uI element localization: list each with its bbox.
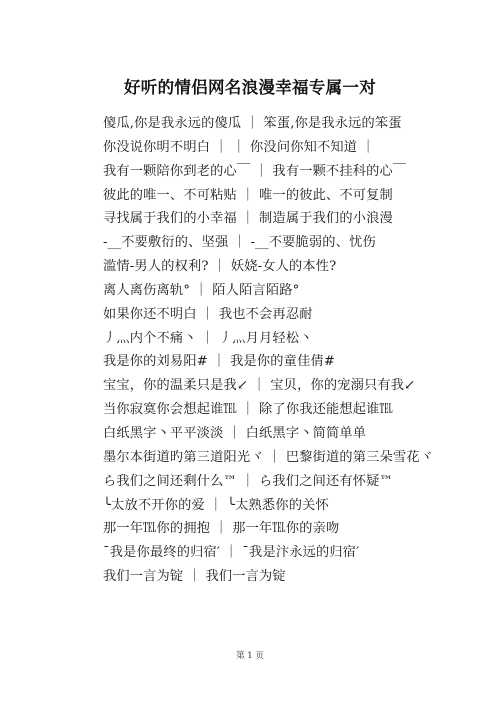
nickname-line: -__不要敷衍的、坚强 ｜ -__不要脆弱的、忧伤 <box>103 235 376 251</box>
nickname-line: 墨尔本街道旳第三道阳光ヾ ｜ 巴黎街道的第三朵雪花ヾ <box>103 449 434 465</box>
nickname-line: 我们一言为锭 ｜ 我们一言为锭 <box>103 569 286 585</box>
nickname-line: ら我们之间还剩什么™ ｜ ら我们之间还有怀疑™ <box>103 473 393 489</box>
nickname-line: 我是你的刘易阳# ｜ 我是你的童佳倩# <box>103 354 336 370</box>
nickname-list <box>103 112 483 589</box>
nickname-line: 我有一颗陪你到老的心￣ ｜ 我有一颗不挂科的心￣ <box>103 163 407 179</box>
nickname-line: 滥情-男人的权利? ｜ 妖娆-女人的本性? <box>103 259 337 275</box>
nickname-line: 彼此的唯一、不可粘贴 ｜ 唯一的彼此、不可复制 <box>103 187 393 203</box>
nickname-line: 你没说你明不明白 ｜ ｜ 你没问你知不知道 ｜ <box>103 139 375 155</box>
nickname-line: 如果你还不明白 ｜ 我也不会再忍耐 <box>103 306 313 322</box>
nickname-line: ˉ我是你最终的归宿′ ｜ ˉ我是汴永远的归宿′ <box>103 545 360 561</box>
nickname-line: 宝宝，你的温柔只是我↙ ｜ 宝贝，你的宠溺只有我↙ <box>103 378 416 394</box>
nickname-line: 寻找属于我们的小幸福 ｜ 制造属于我们的小浪漫 <box>103 211 393 227</box>
page-number: 第 1 页 <box>236 651 264 661</box>
nickname-line: 白纸黑字丶平平淡淡 ｜ 白纸黑字丶简简单单 <box>103 425 367 441</box>
nickname-line: 当你寂寞你会想起谁℡ ｜ 除了你我还能想起谁℡ <box>103 402 393 418</box>
document-title: 好听的情侣网名浪漫幸福专属一对 <box>124 78 376 97</box>
nickname-line: 丿灬内个不痛丶 ｜ 丿灬月月轻松丶 <box>103 330 313 346</box>
nickname-line: ╰太放不开你的爱 ｜ ╰太熟悉你的关怀 <box>103 497 329 513</box>
nickname-line: 傻瓜,你是我永远的傻瓜 ｜ 笨蛋,你是我永远的笨蛋 <box>103 116 402 131</box>
nickname-line: 那一年℡你的拥抱 ｜ 那一年℡你的亲吻 <box>103 521 340 537</box>
nickname-line: 离人离伤离轨° ｜ 陌人陌言陌路° <box>103 282 300 298</box>
